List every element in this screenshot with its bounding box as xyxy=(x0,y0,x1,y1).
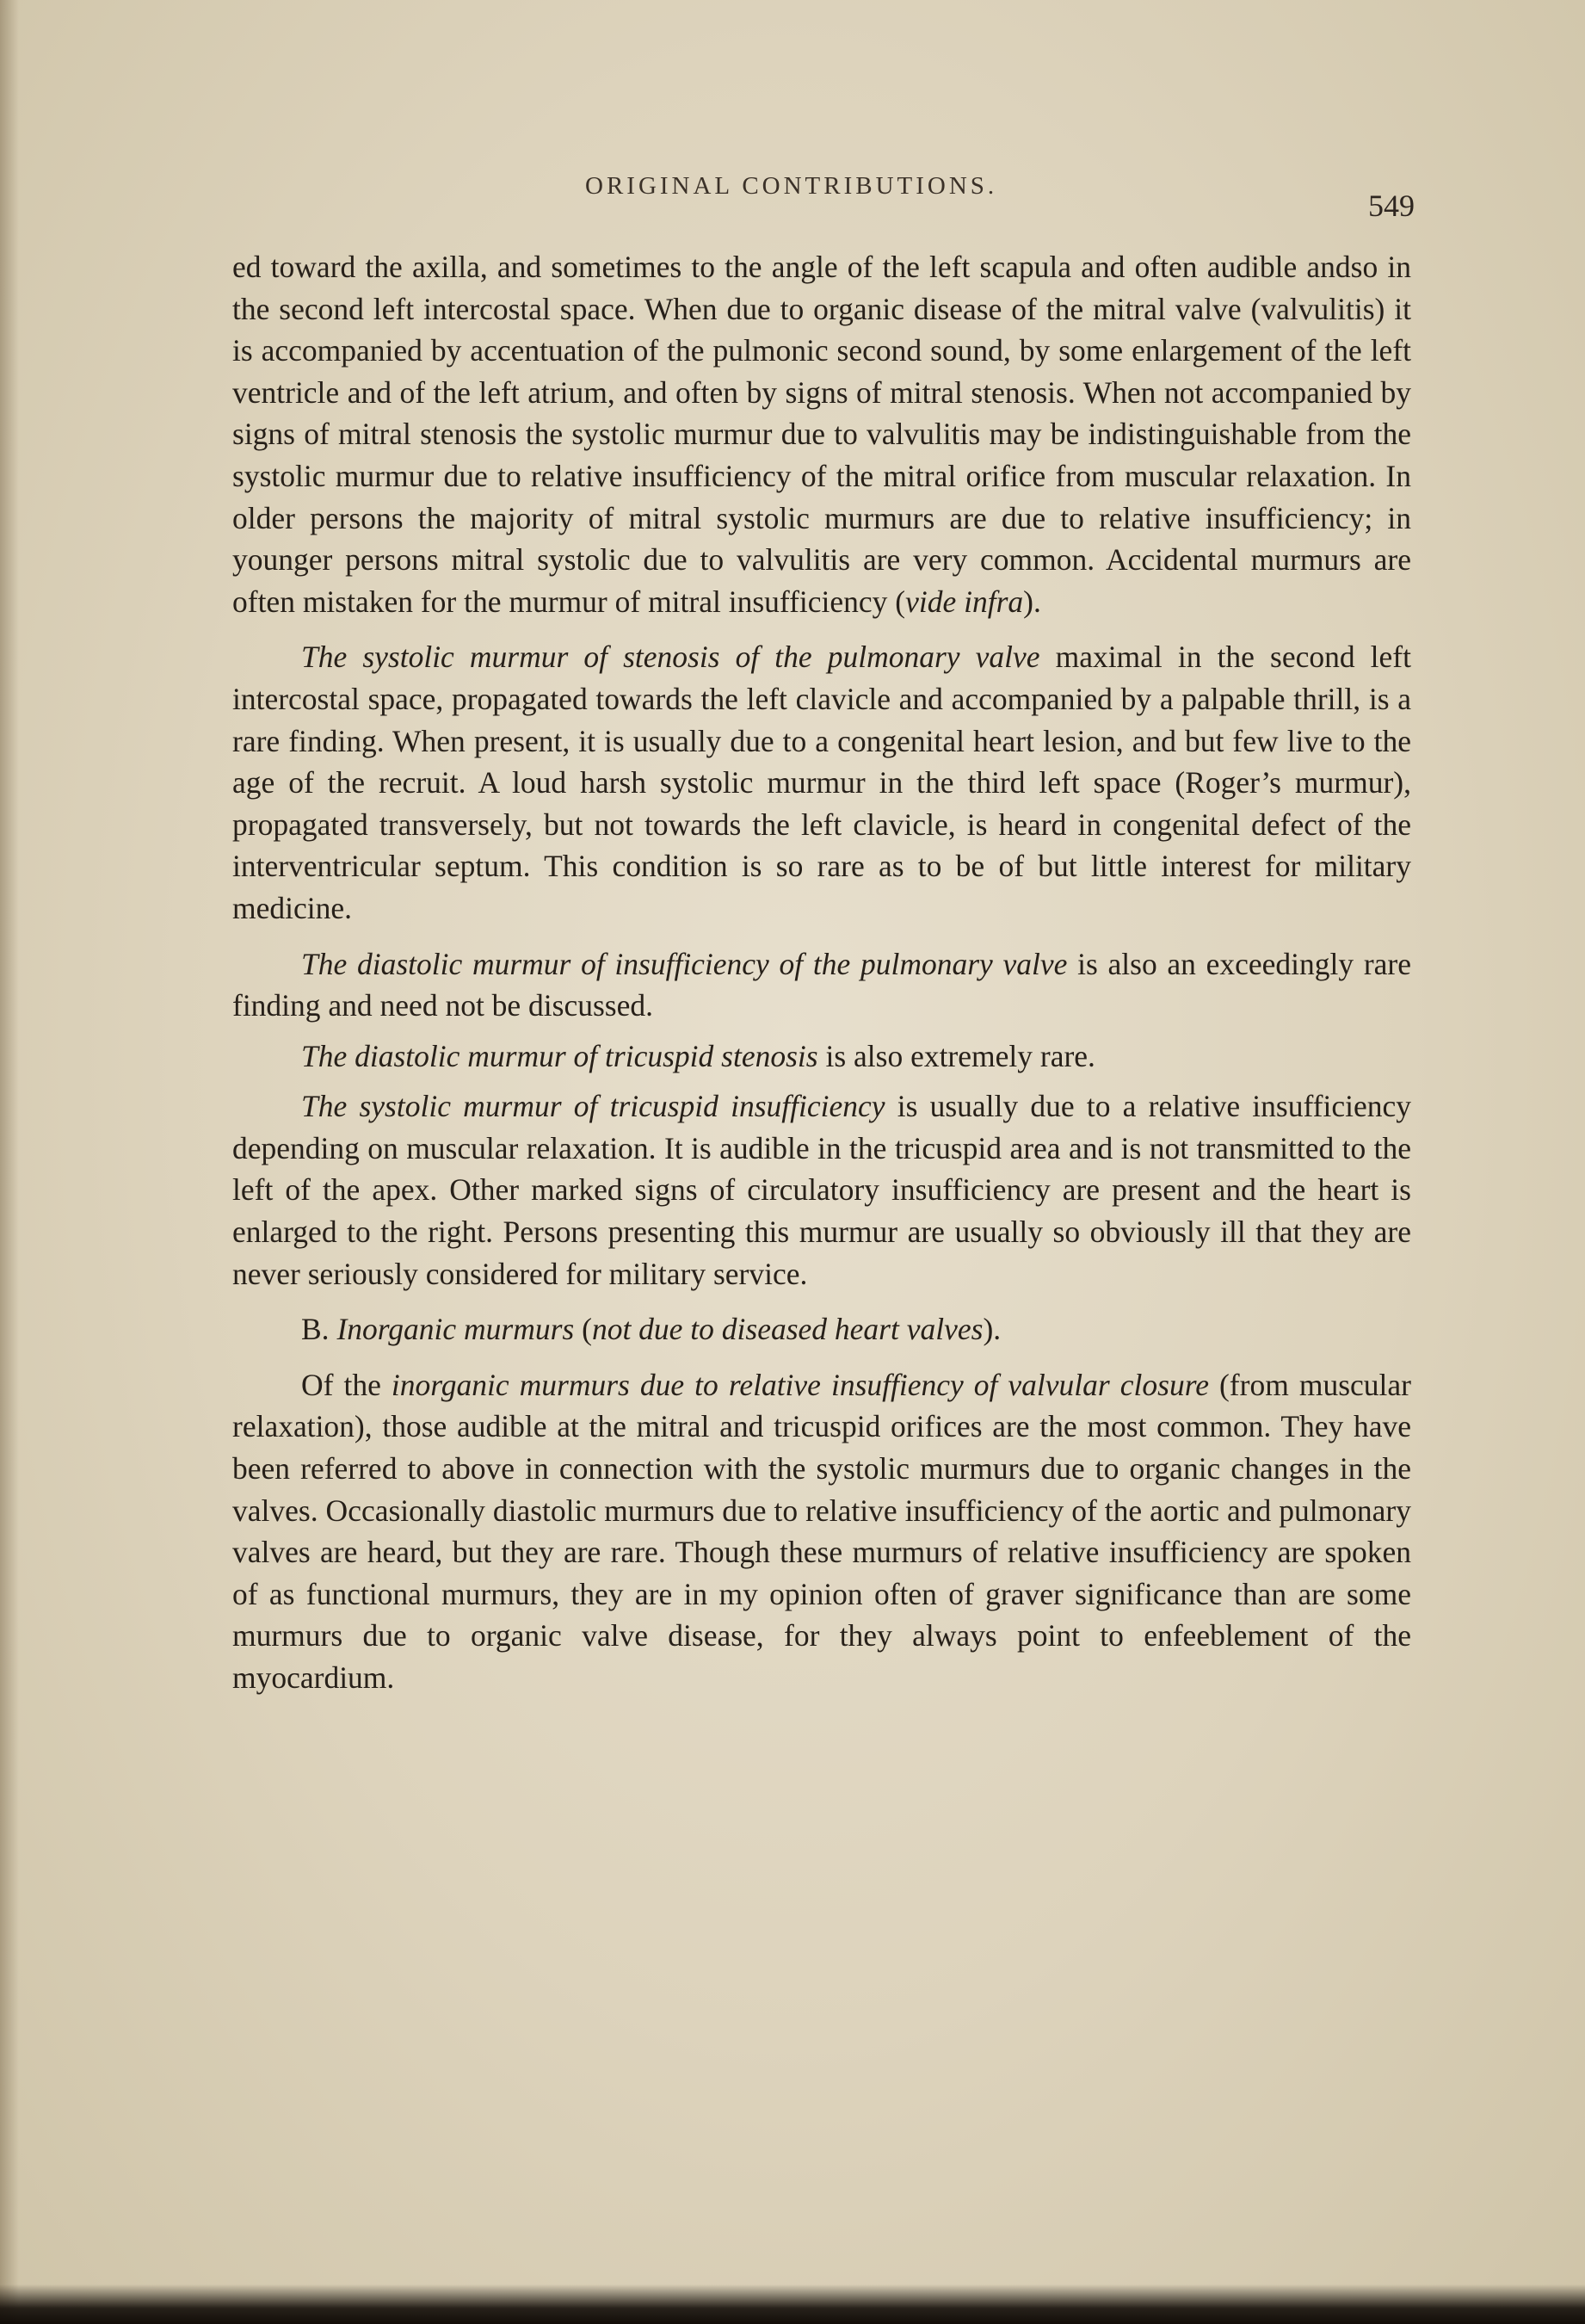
body-text xyxy=(232,246,1411,1699)
text-run: is usually due to a relative insufficiency depending on muscular relaxation. It is audible in the tricuspid area and is not transmitted to the left of the apex. Other marked signs of circulatory insufficiency are present and the heart is enlarged to the right. Persons presenting this murmur are usually so obviously ill that they are never seriously considered for military service. xyxy=(232,1089,1411,1291)
paragraph-pulmonary-insufficiency xyxy=(232,943,1411,1027)
paragraph-pulmonary-stenosis xyxy=(232,636,1411,929)
paragraph-inorganic-murmurs xyxy=(232,1364,1411,1699)
text-run: Of the xyxy=(301,1367,392,1402)
text-run: (from muscular relaxation), those audible at the mitral and tricuspid orifices are the most common. They have been referred to above in connection with the systolic murmurs due to organic changes in the valves. Occasionally diastolic murmurs due to relative insufficiency of the aortic and pulmonary valves are heard, but they are rare. Though these murmurs of relative insufficiency are spoken of as functional murmurs, they are in my opinion often of graver significance than are some murmurs due to organic valve disease, for they always point to enfeeblement of the myocardium. xyxy=(232,1367,1411,1695)
paragraph-tricuspid-insufficiency xyxy=(232,1085,1411,1295)
text-run-italic: The diastolic murmur of insufficiency of the pulmonary valve xyxy=(301,946,1068,981)
text-run: B. xyxy=(301,1312,337,1347)
section-heading-inorganic-murmurs xyxy=(232,1308,1411,1351)
text-run-italic: The systolic murmur of tricuspid insufficiency xyxy=(301,1089,885,1124)
text-run: ( xyxy=(574,1312,592,1347)
text-run-italic: inorganic murmurs due to relative insuffiency of valvular closure xyxy=(391,1367,1209,1402)
paragraph-tricuspid-stenosis xyxy=(232,1035,1411,1078)
text-run: ). xyxy=(983,1312,1002,1347)
page-number: 549 xyxy=(1368,189,1415,223)
text-run-italic: The systolic murmur of stenosis of the pulmonary valve xyxy=(301,640,1040,675)
text-run: ). xyxy=(1023,584,1041,619)
text-run: is also an exceedingly rare finding and need not be discussed. xyxy=(232,946,1412,1023)
page-gutter-shadow xyxy=(0,0,19,2324)
text-run-italic: Inorganic murmurs xyxy=(336,1312,575,1347)
text-run-italic: vide infra xyxy=(905,584,1024,619)
text-run: ed toward the axilla, and sometimes to the angle of the left scapula and often audible andso in the second left intercostal space. When due to organic disease of the mitral valve (valvulitis) it is accompanied by accentuation of the pulmonic second sound, by some enlargement of the left ventricle and of the left atrium, and often by signs of mitral stenosis. When not accompanied by signs of mitral stenosis the systolic murmur due to valvulitis may be indistinguishable from the systolic murmur due to relative insufficiency of the mitral orifice from muscular relaxation. In older persons the majority of mitral systolic murmurs are due to relative insufficiency; in younger persons mitral systolic due to valvulitis are very common. Accidental murmurs are often mistaken for the murmur of mitral insufficiency ( xyxy=(232,250,1411,619)
paragraph-mitral-continuation xyxy=(232,246,1411,622)
text-run-italic: The diastolic murmur of tricuspid stenosis xyxy=(301,1038,818,1073)
text-run: maximal in the second left intercostal space, propagated towards the left clavicle and accompanied by a palpable thrill, is a rare finding. When present, it is usually due to a congenital heart lesion, and but few live to the age of the recruit. A loud harsh systolic murmur in the third left space (Roger’s murmur), propagated transversely, but not towards the left clavicle, is heard in congenital defect of the interventricular septum. This condition is so rare as to be of but little interest for military medicine. xyxy=(232,640,1411,925)
running-head: ORIGINAL CONTRIBUTIONS. xyxy=(585,172,998,200)
text-run: is also extremely rare. xyxy=(817,1038,1095,1073)
text-run-italic: not due to diseased heart valves xyxy=(591,1312,984,1347)
